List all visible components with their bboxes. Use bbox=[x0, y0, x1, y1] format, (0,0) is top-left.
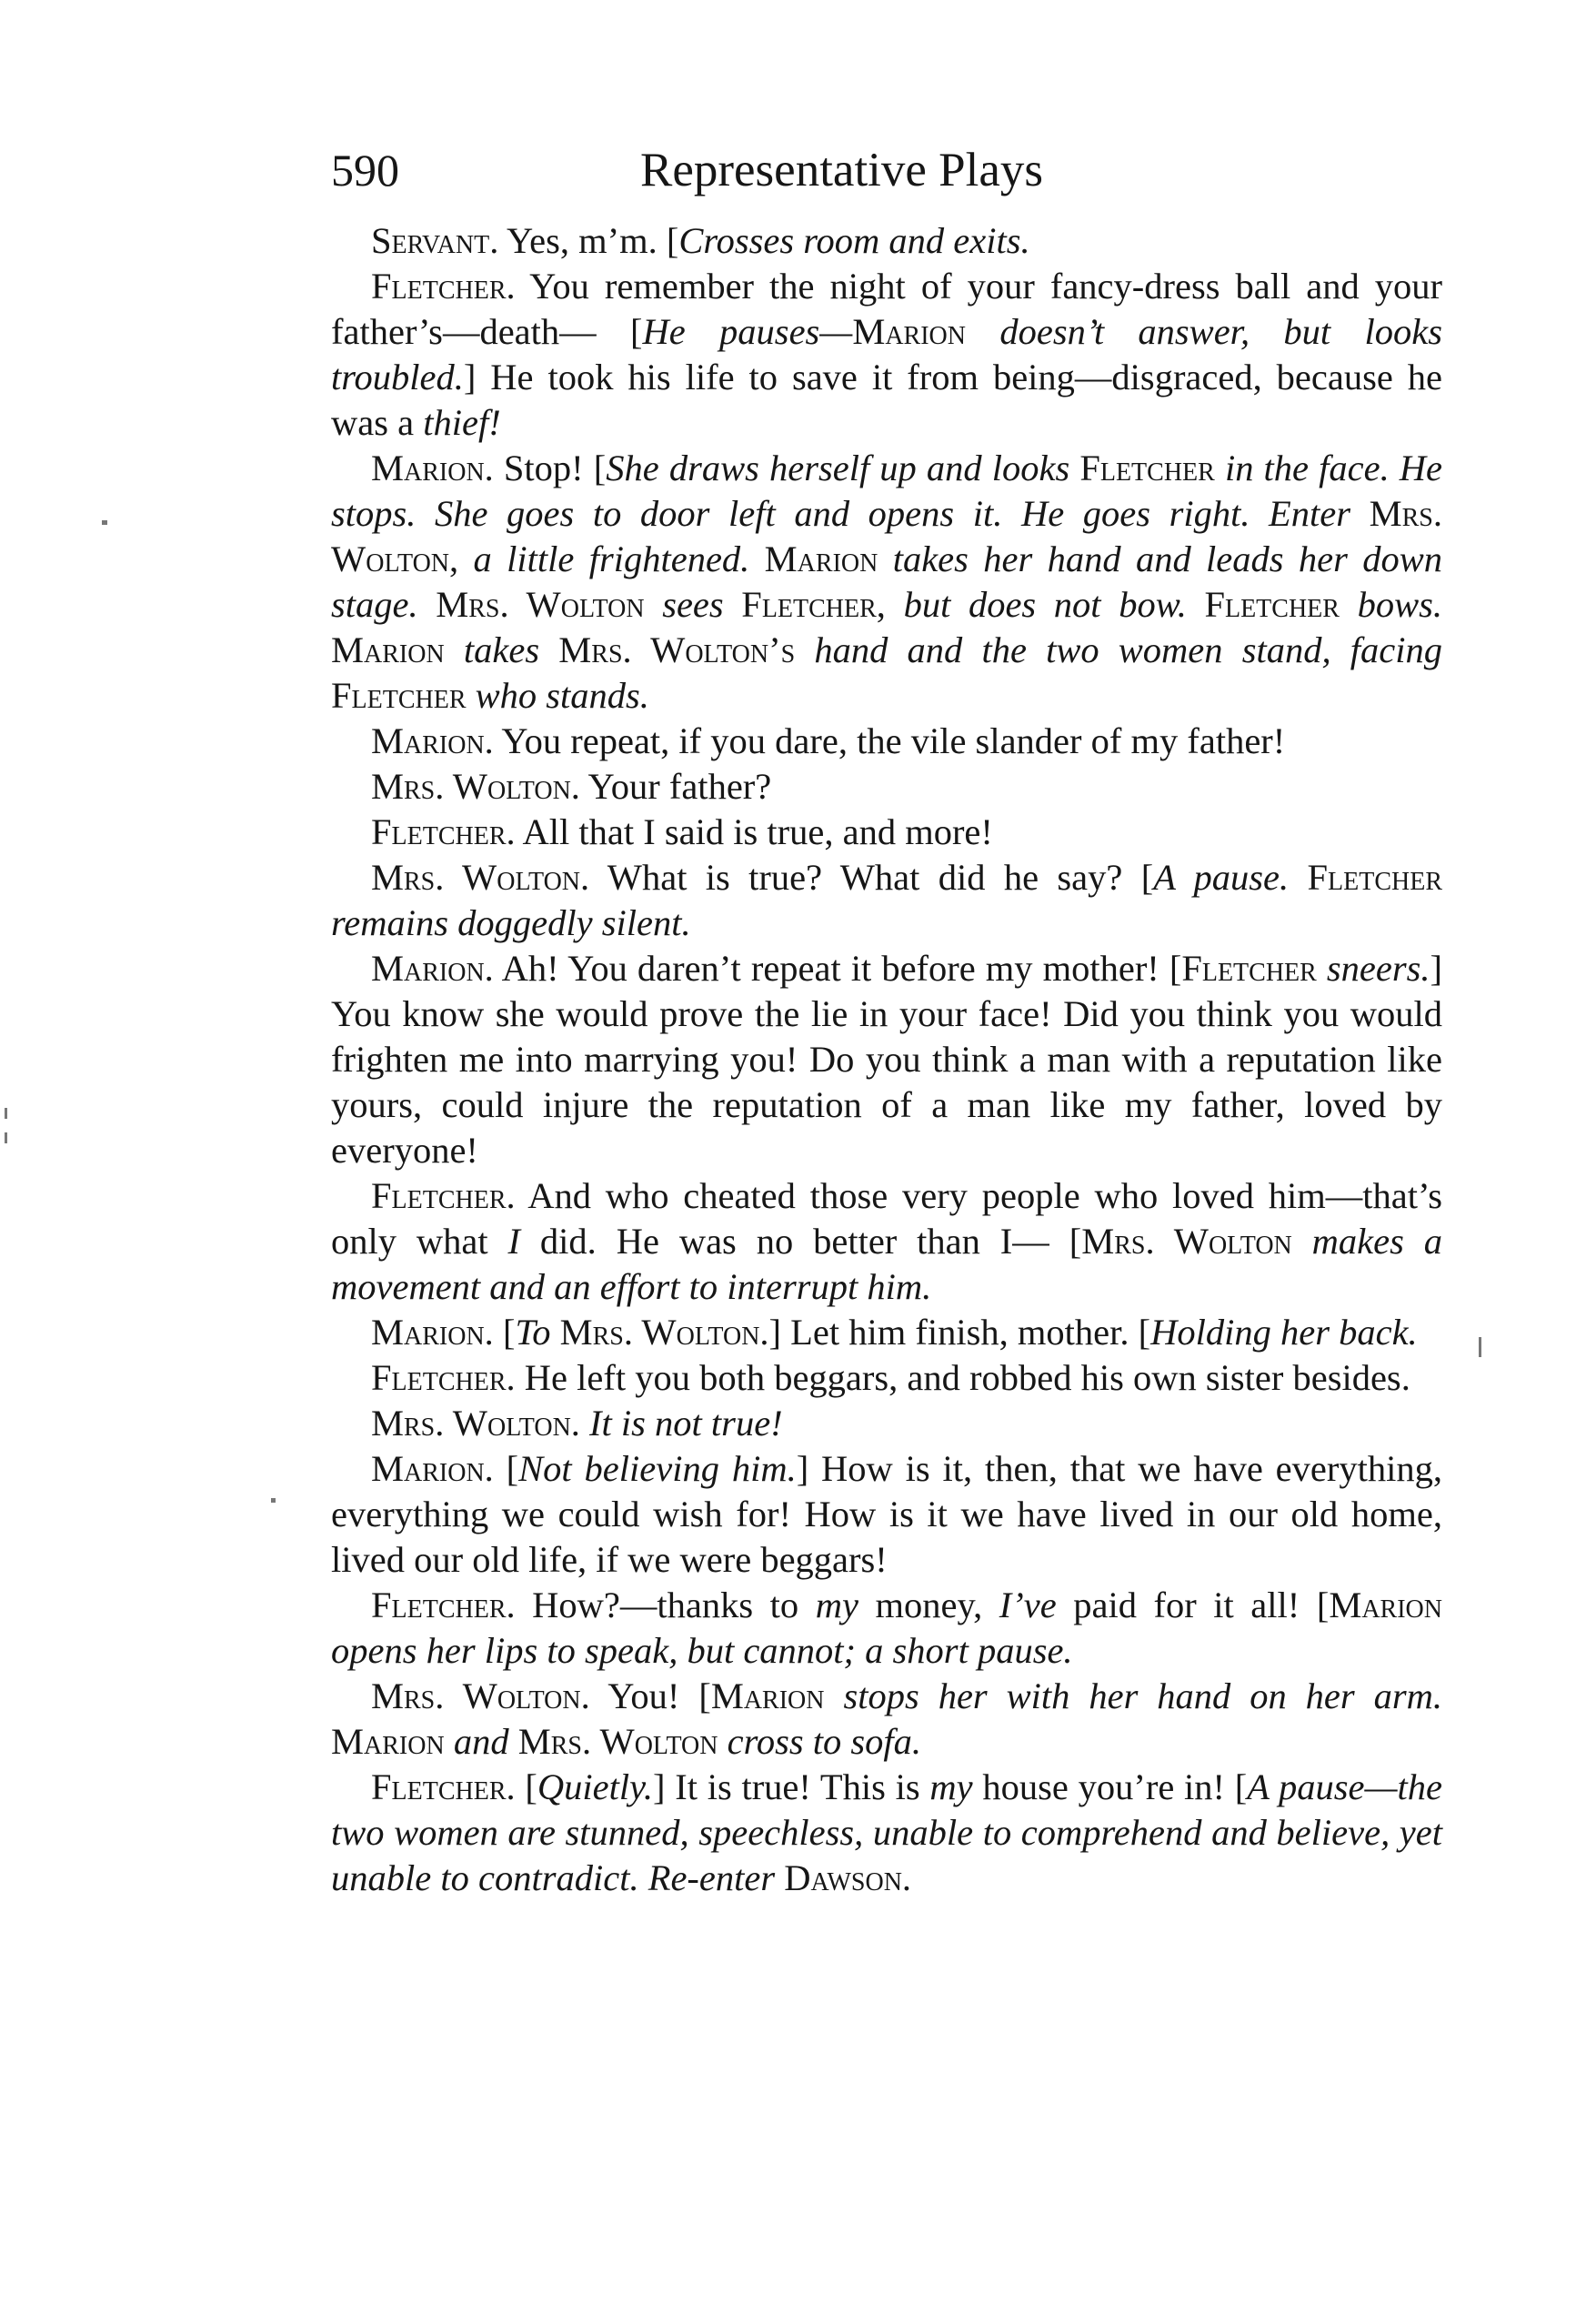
dialogue-text: ] It is true! This is bbox=[652, 1766, 930, 1807]
character-name: Mrs. Wolton bbox=[517, 1721, 718, 1762]
dialogue-text: [ bbox=[493, 1312, 516, 1353]
character-name: Marion bbox=[710, 1675, 825, 1716]
character-name: Fletcher. bbox=[371, 811, 516, 852]
stage-direction: remains doggedly silent. bbox=[331, 902, 691, 943]
character-name: Servant. bbox=[371, 220, 499, 261]
speech-marion bbox=[331, 946, 1442, 1173]
speech-fletcher bbox=[331, 810, 1442, 855]
dialogue-text: ] Let him finish, mother. [ bbox=[768, 1312, 1151, 1353]
character-name: Mrs. Wolton’s bbox=[558, 629, 796, 670]
character-name: Marion bbox=[764, 538, 878, 579]
dialogue-text: ] He took his life to save it from being—disgraced, because he was a bbox=[331, 357, 1442, 443]
character-name: Marion. bbox=[371, 1448, 494, 1489]
stage-direction: It is not true! bbox=[579, 1403, 783, 1444]
stage-direction: takes bbox=[444, 629, 559, 670]
dialogue-text: How?—thanks to bbox=[515, 1585, 816, 1625]
character-name: Fletcher. bbox=[371, 1357, 516, 1398]
character-name: Marion bbox=[1329, 1585, 1442, 1625]
stage-direction: Holding her back. bbox=[1150, 1312, 1418, 1353]
stage-direction: I bbox=[507, 1221, 521, 1262]
stage-direction: cross to sofa. bbox=[718, 1721, 922, 1762]
text-block bbox=[331, 218, 1442, 1901]
scan-speck bbox=[5, 1108, 7, 1119]
stage-direction: sees bbox=[644, 584, 742, 625]
speech-fletcher bbox=[331, 264, 1442, 446]
character-name: Mrs. Wolton. bbox=[559, 1312, 769, 1353]
character-name: Marion bbox=[331, 1721, 445, 1762]
character-name: Fletcher. bbox=[371, 266, 516, 307]
page-number: 590 bbox=[331, 145, 399, 196]
stage-direction: He pauses— bbox=[642, 311, 853, 352]
character-name: Marion bbox=[331, 629, 445, 670]
dialogue-text: You! [ bbox=[589, 1675, 711, 1716]
character-name: Marion bbox=[852, 311, 966, 352]
speech-fletcher bbox=[331, 1173, 1442, 1310]
stage-direction: Quietly. bbox=[537, 1766, 653, 1807]
dialogue-text: paid for it all! [ bbox=[1056, 1585, 1330, 1625]
character-name: Marion. bbox=[371, 720, 494, 761]
stage-direction: stops her with her hand on her arm. bbox=[824, 1675, 1443, 1716]
stage-direction: a little frightened. bbox=[458, 538, 765, 579]
dialogue-text: And who cheated those very people who loved him—that’s only what bbox=[331, 1175, 1442, 1262]
character-name: Fletcher bbox=[1204, 584, 1340, 625]
dialogue-text: All that I said is true, and more! bbox=[515, 811, 993, 852]
character-name: Fletcher bbox=[1181, 948, 1317, 989]
dialogue-text: Yes, m’m. [ bbox=[498, 220, 679, 261]
character-name: Fletcher bbox=[1307, 857, 1443, 898]
speech-servant bbox=[331, 218, 1442, 264]
character-name: Fletcher bbox=[331, 675, 467, 716]
dialogue-text: ] You know she would prove the lie in your face! Did you think you would frighten me into marrying you! Do you think a man with a reputation like yours, could injure the reputation of a man like my father, loved by everyone! bbox=[331, 948, 1442, 1171]
stage-direction: but does not bow. bbox=[885, 584, 1205, 625]
speech-fletcher bbox=[331, 1765, 1442, 1901]
stage-direction: A pause. bbox=[1153, 857, 1308, 898]
character-name: Dawson. bbox=[784, 1857, 912, 1898]
character-name: Fletcher bbox=[1079, 448, 1215, 488]
dialogue-text: ] How is it, then, that we have everything, everything we could wish for! How is it we have lived in our old home, lived our old life, if we were beggars! bbox=[331, 1448, 1442, 1580]
dialogue-text: did. He was no better than I— [ bbox=[520, 1221, 1082, 1262]
stage-direction: doesn’t answer, but looks troubled. bbox=[331, 311, 1442, 397]
speech-marion bbox=[331, 446, 1442, 719]
speech-marion bbox=[331, 719, 1442, 764]
character-name: Mrs. Wolton. bbox=[371, 1675, 590, 1716]
stage-direction: I’ve bbox=[999, 1585, 1057, 1625]
dialogue-text: Ah! You daren’t repeat it before my mother! [ bbox=[493, 948, 1182, 989]
stage-direction: my bbox=[815, 1585, 858, 1625]
page-header bbox=[331, 138, 1453, 202]
scan-speck bbox=[271, 1498, 276, 1503]
stage-direction: sneers. bbox=[1316, 948, 1430, 989]
character-name: Mrs. Wolton bbox=[436, 584, 645, 625]
character-name: Mrs. Wolton. bbox=[371, 766, 580, 807]
stage-direction: who stands. bbox=[466, 675, 649, 716]
character-name: Fletcher. bbox=[371, 1585, 516, 1625]
speech-fletcher bbox=[331, 1355, 1442, 1401]
dialogue-text: Stop! [ bbox=[493, 448, 607, 488]
stage-direction: thief! bbox=[423, 402, 501, 443]
scan-speck bbox=[1479, 1337, 1481, 1357]
stage-direction: Crosses room and exits. bbox=[678, 220, 1030, 261]
character-name: Marion. bbox=[371, 448, 494, 488]
character-name: Marion. bbox=[371, 1312, 494, 1353]
stage-direction: opens her lips to speak, but cannot; a short pause. bbox=[331, 1630, 1073, 1671]
dialogue-text: [ bbox=[515, 1766, 537, 1807]
character-name: Mrs. Wolton. bbox=[371, 857, 590, 898]
speech-mrs-wolton bbox=[331, 764, 1442, 810]
running-title: Representative Plays bbox=[640, 144, 1044, 196]
stage-direction: makes a movement and an effort to interrupt him. bbox=[331, 1221, 1443, 1307]
stage-direction: and bbox=[444, 1721, 518, 1762]
stage-direction: A pause—the two women are stunned, speechless, unable to comprehend and believe, yet unable to contradict. Re-enter bbox=[331, 1766, 1442, 1898]
stage-direction: hand and the two women stand, facing bbox=[795, 629, 1442, 670]
character-name: Mrs. Wolton. bbox=[371, 1403, 580, 1444]
character-name: Mrs. Wolton, bbox=[331, 493, 1442, 579]
speech-mrs-wolton bbox=[331, 855, 1442, 946]
speech-mrs-wolton bbox=[331, 1674, 1442, 1765]
dialogue-text: You remember the night of your fancy-dress ball and your father’s—death— [ bbox=[331, 266, 1442, 352]
speech-mrs-wolton bbox=[331, 1401, 1442, 1446]
dialogue-text: You repeat, if you dare, the vile slander of my father! bbox=[493, 720, 1286, 761]
stage-direction: in the face. He stops. She goes to door left and opens it. He goes right. Enter bbox=[331, 448, 1443, 534]
stage-direction: my bbox=[929, 1766, 973, 1807]
character-name: Fletcher. bbox=[371, 1766, 516, 1807]
speech-marion bbox=[331, 1446, 1442, 1583]
character-name: Fletcher. bbox=[371, 1175, 516, 1216]
dialogue-text: He left you both beggars, and robbed his own sister besides. bbox=[515, 1357, 1410, 1398]
character-name: Mrs. Wolton bbox=[1081, 1221, 1292, 1262]
character-name: Fletcher, bbox=[741, 584, 886, 625]
character-name: Marion. bbox=[371, 948, 494, 989]
dialogue-text: Your father? bbox=[579, 766, 772, 807]
stage-direction: Not believing him. bbox=[518, 1448, 797, 1489]
stage-direction: She draws herself up and looks bbox=[606, 448, 1080, 488]
stage-direction: To bbox=[515, 1312, 560, 1353]
scan-speck bbox=[5, 1132, 7, 1143]
speech-fletcher bbox=[331, 1583, 1442, 1674]
dialogue-text: house you’re in! [ bbox=[972, 1766, 1248, 1807]
scan-speck bbox=[102, 520, 107, 525]
speech-marion bbox=[331, 1310, 1442, 1355]
dialogue-text: What is true? What did he say? [ bbox=[589, 857, 1154, 898]
stage-direction: takes her hand and leads her down stage. bbox=[331, 538, 1442, 625]
stage-direction: bows. bbox=[1339, 584, 1442, 625]
dialogue-text: money, bbox=[858, 1585, 999, 1625]
dialogue-text: [ bbox=[493, 1448, 519, 1489]
